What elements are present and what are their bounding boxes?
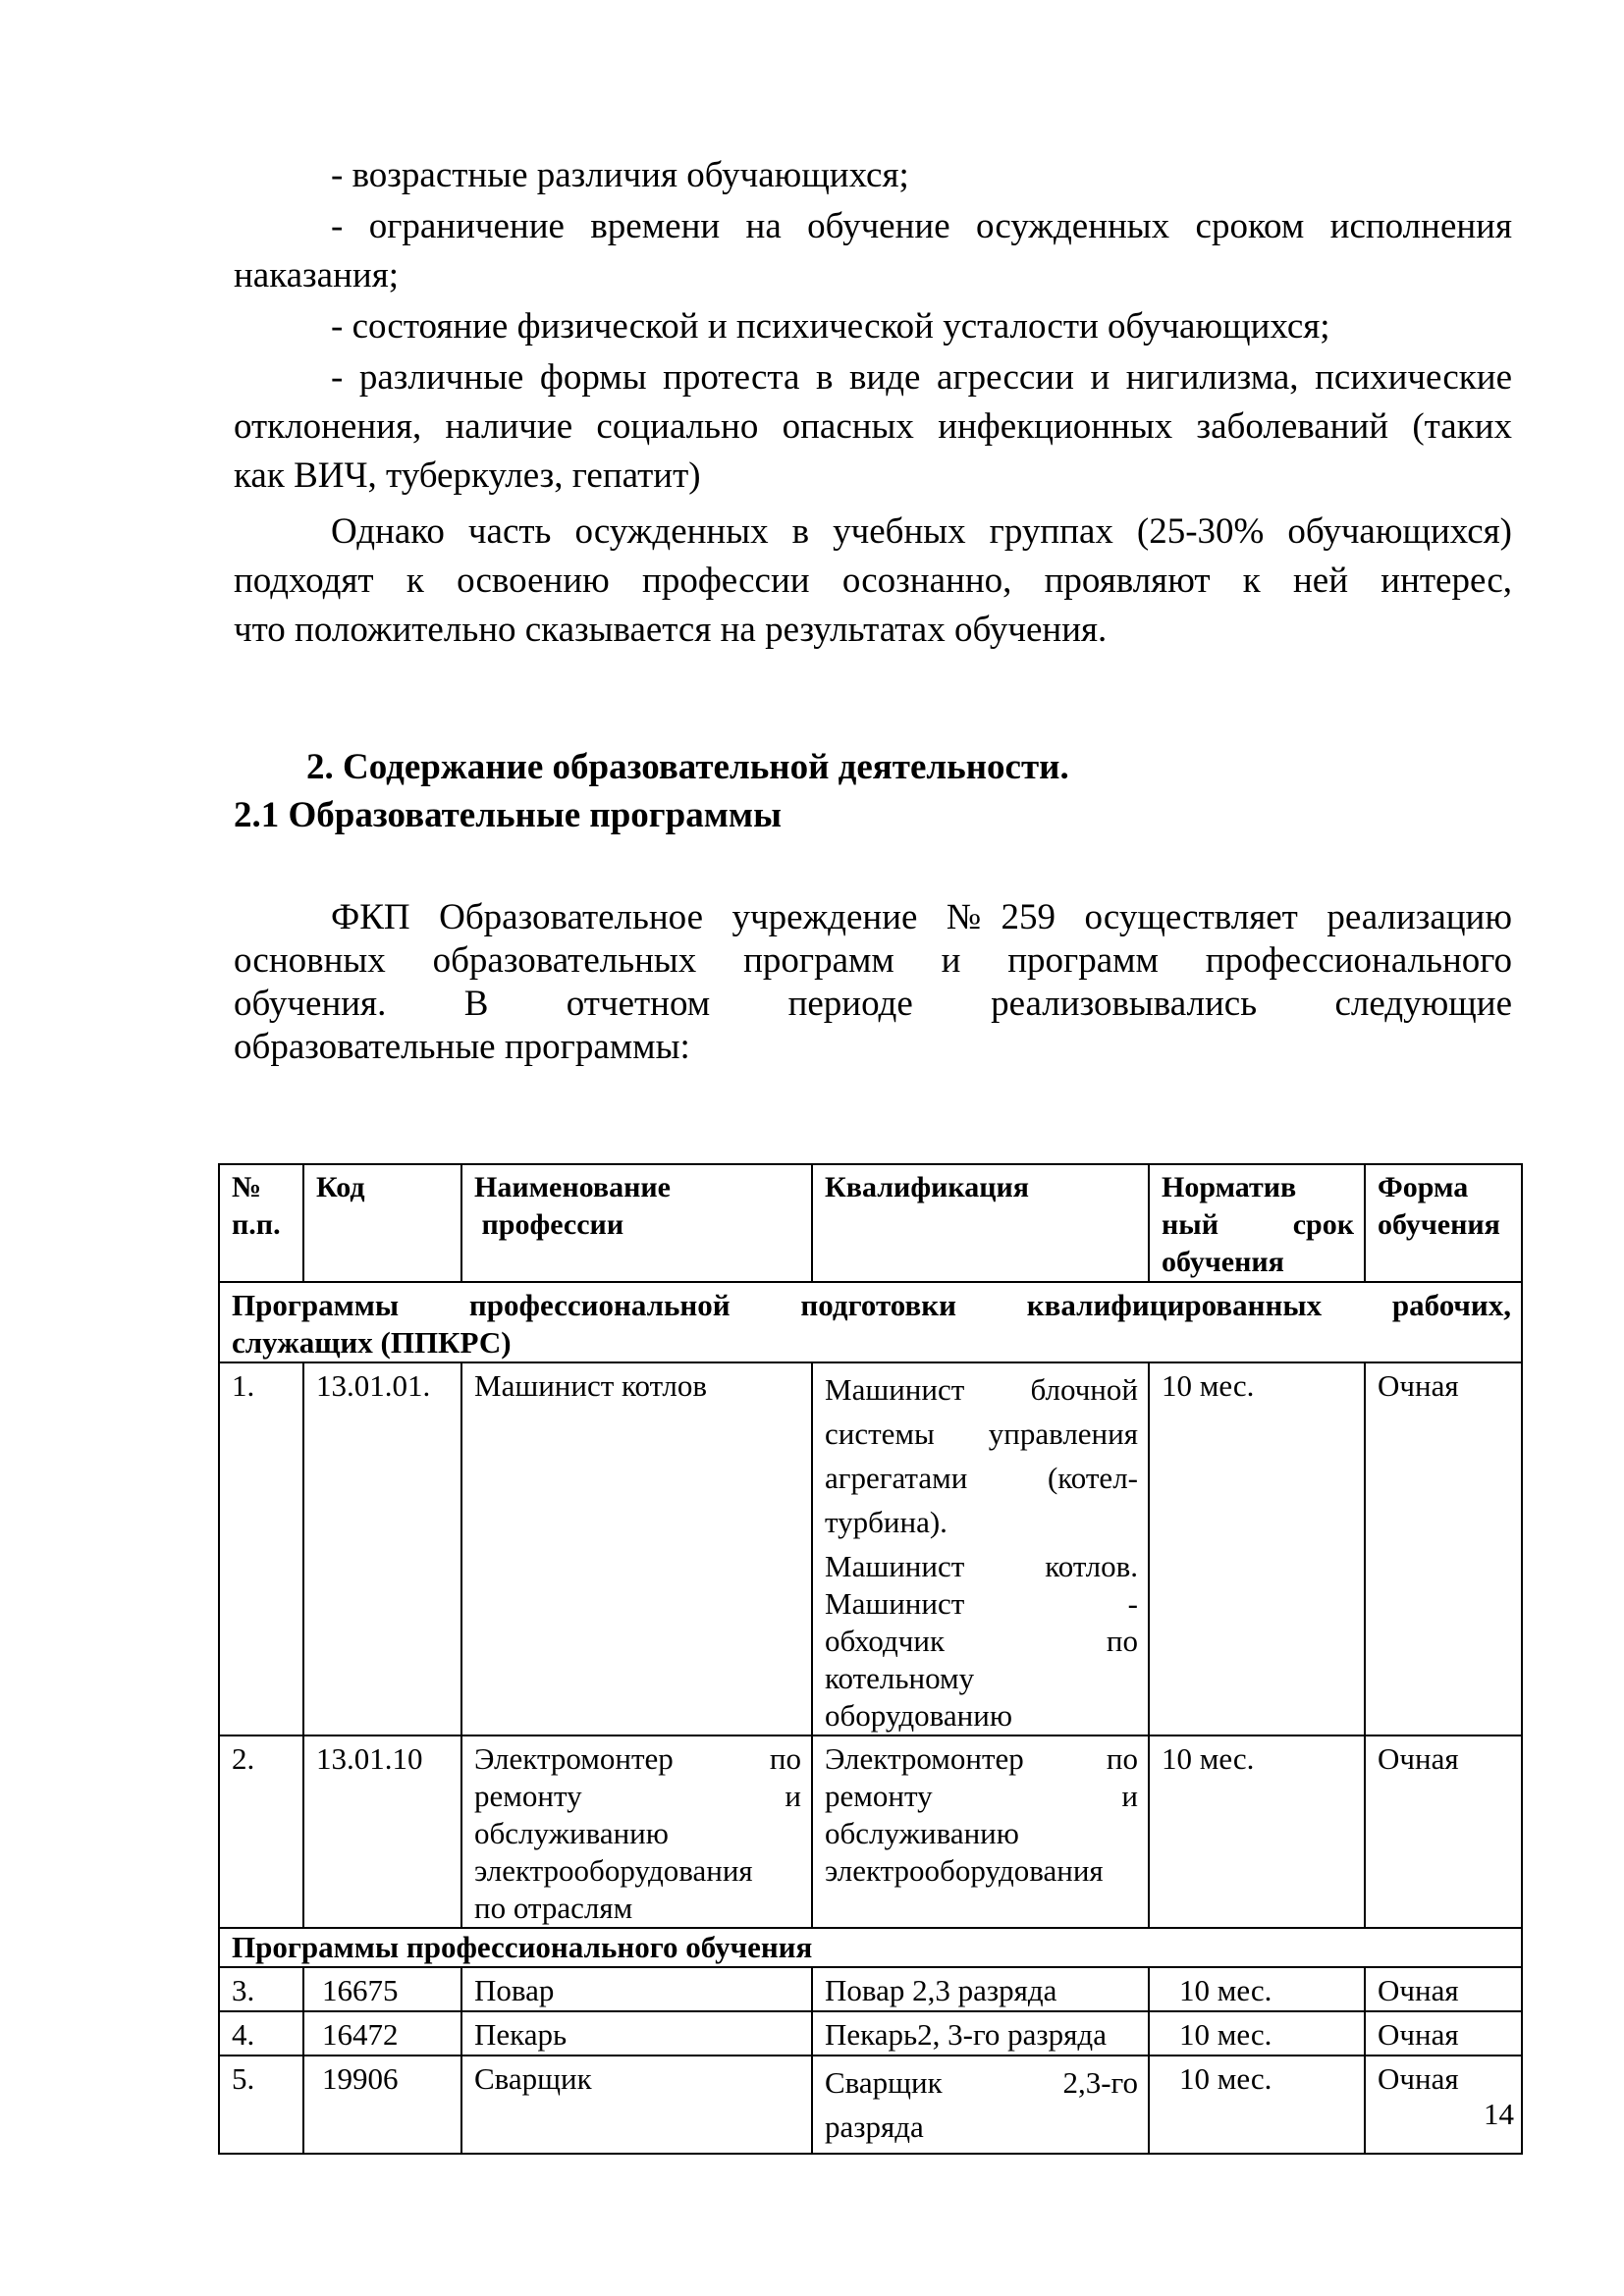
row-term: 10 мес. bbox=[1149, 1735, 1365, 1928]
programs-intro-line2: основных образовательных программ и программ профессионального bbox=[234, 940, 1512, 981]
bullet-time-limit-line1: - ограничение времени на обучение осужденных сроком исполнения bbox=[331, 206, 1512, 246]
row-code: 13.01.01. bbox=[303, 1362, 461, 1735]
header-num: № п.п. bbox=[219, 1164, 303, 1282]
row-qualification: Машинист блочной системы управления агрегатами (котел- турбина). Машинист котлов. Машинист - обходчик по котельному оборудованию bbox=[812, 1362, 1149, 1735]
programs-intro-line1: ФКП Образовательное учреждение №259 осуществляет реализацию bbox=[331, 897, 1512, 937]
programs-table bbox=[218, 1163, 1523, 2155]
row-name: Сварщик bbox=[461, 2056, 812, 2154]
row-qualification: Повар 2,3 разряда bbox=[812, 1967, 1149, 2011]
row-form: Очная bbox=[1365, 1967, 1522, 2011]
row-num: 4. bbox=[219, 2011, 303, 2056]
row-name: Пекарь bbox=[461, 2011, 812, 2056]
table-row bbox=[219, 1735, 1522, 1928]
table-row bbox=[219, 2011, 1522, 2056]
bullet-time-limit-line2: наказания; bbox=[234, 255, 399, 295]
table-header-row bbox=[219, 1164, 1522, 1282]
row-code: 16472 bbox=[303, 2011, 461, 2056]
paragraph-line3: что положительно сказывается на результатах обучения. bbox=[234, 610, 1108, 650]
row-qualification: Сварщик 2,3-го разряда bbox=[812, 2056, 1149, 2154]
header-term: Норматив ный срок обучения bbox=[1149, 1164, 1365, 1282]
programs-intro-line4: образовательные программы: bbox=[234, 1027, 690, 1067]
row-form: Очная bbox=[1365, 2056, 1522, 2154]
table-row bbox=[219, 1967, 1522, 2011]
row-num: 1. bbox=[219, 1362, 303, 1735]
table-group-row bbox=[219, 1928, 1522, 1967]
row-term: 10 мес. bbox=[1149, 1967, 1365, 2011]
paragraph-programs-intro bbox=[234, 896, 1512, 1069]
programs-intro-line3: обучения. В отчетном периоде реализовывались следующие bbox=[234, 984, 1512, 1024]
row-form: Очная bbox=[1365, 2011, 1522, 2056]
bullet-protest-line3: как ВИЧ, туберкулез, гепатит) bbox=[234, 455, 701, 496]
row-qualification: Пекарь2, 3-го разряда bbox=[812, 2011, 1149, 2056]
row-term: 10 мес. bbox=[1149, 2011, 1365, 2056]
header-code: Код bbox=[303, 1164, 461, 1282]
paragraph-line2: подходят к освоению профессии осознанно, проявляют к ней интерес, bbox=[234, 561, 1512, 601]
bullet-time-limit bbox=[234, 202, 1512, 300]
row-name: Повар bbox=[461, 1967, 812, 2011]
bullet-protest-line2: отклонения, наличие социально опасных инфекционных заболеваний (таких bbox=[234, 406, 1512, 447]
header-qualification: Квалификация bbox=[812, 1164, 1149, 1282]
row-form: Очная bbox=[1365, 1362, 1522, 1735]
row-name: Машинист котлов bbox=[461, 1362, 812, 1735]
paragraph-conscious-students bbox=[234, 507, 1512, 655]
row-term: 10 мес. bbox=[1149, 2056, 1365, 2154]
row-code: 19906 bbox=[303, 2056, 461, 2154]
page-number: 14 bbox=[1484, 2097, 1514, 2131]
row-code: 16675 bbox=[303, 1967, 461, 2011]
table-row bbox=[219, 2056, 1522, 2154]
section-subtitle: 2.1 Образовательные программы bbox=[234, 795, 782, 835]
row-name: Электромонтер по ремонту и обслуживанию электрооборудования по отраслям bbox=[461, 1735, 812, 1928]
paragraph-line1: Однако часть осужденных в учебных группах (25-30% обучающихся) bbox=[331, 511, 1512, 552]
row-qualification: Электромонтер по ремонту и обслуживанию электрооборудования bbox=[812, 1735, 1149, 1928]
bullet-fatigue: - состояние физической и психической усталости обучающихся; bbox=[331, 306, 1330, 347]
bullet-protest bbox=[234, 353, 1512, 501]
header-form: Форма обучения bbox=[1365, 1164, 1522, 1282]
table-group-row bbox=[219, 1282, 1522, 1362]
group-professional-training: Программы профессионального обучения bbox=[219, 1928, 1522, 1967]
section-title: 2. Содержание образовательной деятельности. bbox=[306, 747, 1069, 787]
row-num: 5. bbox=[219, 2056, 303, 2154]
row-form: Очная bbox=[1365, 1735, 1522, 1928]
group-ppkrs: Программы профессиональной подготовки квалифицированных рабочих, служащих (ППКРС) bbox=[219, 1282, 1522, 1362]
table-row bbox=[219, 1362, 1522, 1735]
row-code: 13.01.10 bbox=[303, 1735, 461, 1928]
row-term: 10 мес. bbox=[1149, 1362, 1365, 1735]
bullet-protest-line1: - различные формы протеста в виде агрессии и нигилизма, психические bbox=[331, 357, 1512, 398]
header-name: Наименование профессии bbox=[461, 1164, 812, 1282]
bullet-age-differences: - возрастные различия обучающихся; bbox=[331, 155, 909, 195]
row-num: 2. bbox=[219, 1735, 303, 1928]
row-num: 3. bbox=[219, 1967, 303, 2011]
